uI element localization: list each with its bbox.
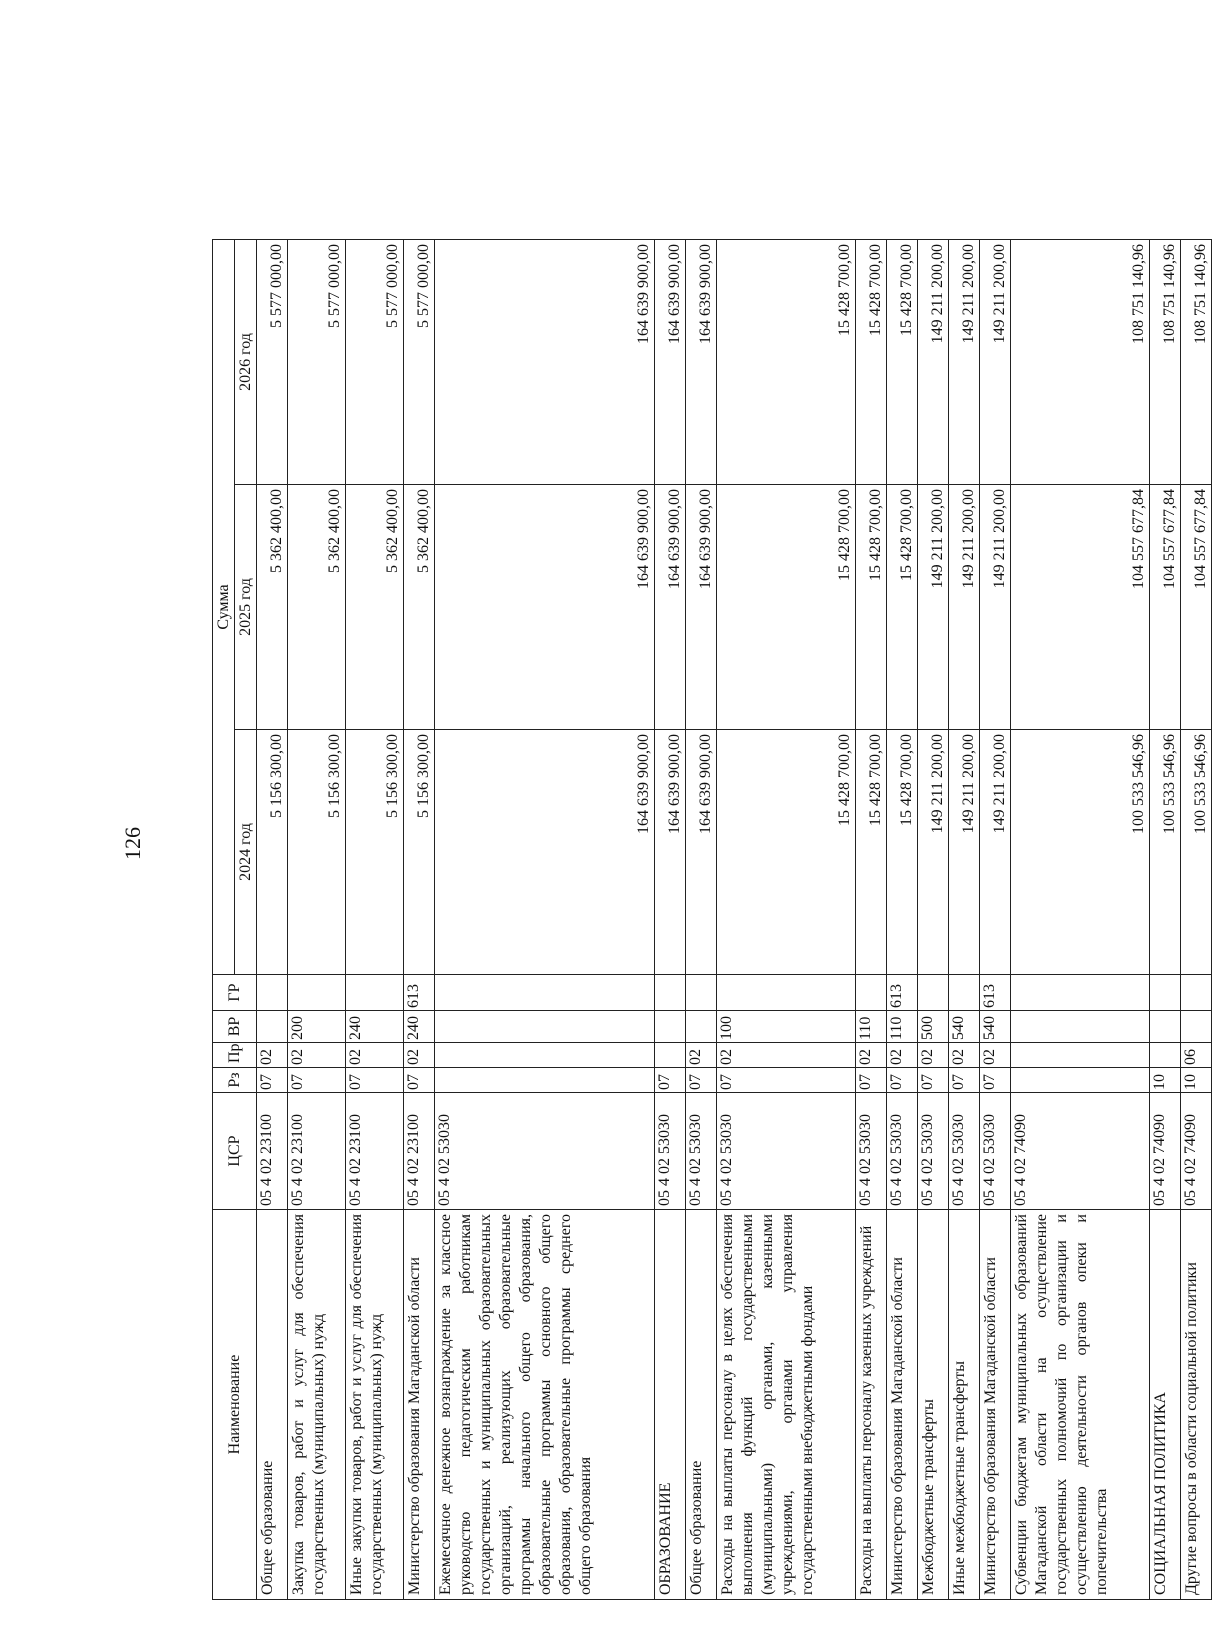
cell-vr: 240 [346,1011,404,1043]
cell-gr [948,975,979,1011]
cell-gr [917,975,948,1011]
cell-amount-2024: 5 156 300,00 [257,730,288,975]
header-csr: ЦСР [213,1093,257,1210]
table-row [257,239,288,1599]
cell-vr [654,1011,685,1043]
cell-amount-2024: 5 156 300,00 [404,730,435,975]
cell-amount-2025: 104 557 677,84 [1010,485,1149,730]
budget-table-sheet [212,240,1212,1600]
cell-amount-2026: 15 428 700,00 [716,239,855,484]
cell-amount-2025: 15 428 700,00 [886,485,917,730]
cell-amount-2026: 5 577 000,00 [288,239,346,484]
cell-amount-2025: 149 211 200,00 [948,485,979,730]
cell-csr: 05 4 02 53030 [435,1093,655,1210]
cell-gr [257,975,288,1011]
cell-amount-2026: 5 577 000,00 [404,239,435,484]
header-name: Наименование [213,1210,257,1600]
cell-gr [346,975,404,1011]
cell-vr [685,1011,716,1043]
cell-vr [435,1011,655,1043]
cell-amount-2024: 100 533 546,96 [1010,730,1149,975]
cell-amount-2026: 164 639 900,00 [685,239,716,484]
cell-amount-2024: 149 211 200,00 [979,730,1010,975]
cell-vr: 100 [716,1011,855,1043]
table-row [435,239,655,1599]
cell-amount-2025: 164 639 900,00 [435,485,655,730]
cell-name: Расходы на выплаты персоналу казенных учреждений [855,1210,886,1600]
cell-amount-2026: 15 428 700,00 [855,239,886,484]
cell-amount-2024: 149 211 200,00 [948,730,979,975]
cell-amount-2025: 164 639 900,00 [654,485,685,730]
cell-amount-2025: 5 362 400,00 [257,485,288,730]
cell-amount-2024: 164 639 900,00 [654,730,685,975]
cell-rz: 10 [1149,1068,1180,1093]
cell-pr: 02 [886,1043,917,1068]
cell-csr: 05 4 02 74090 [1180,1093,1211,1210]
budget-table [212,239,1212,1600]
cell-pr [1149,1043,1180,1068]
cell-gr [654,975,685,1011]
cell-rz: 07 [855,1068,886,1093]
cell-vr: 110 [886,1011,917,1043]
cell-csr: 05 4 02 23100 [346,1093,404,1210]
cell-name: Другие вопросы в области социальной политики [1180,1210,1211,1600]
cell-gr [435,975,655,1011]
cell-vr: 540 [979,1011,1010,1043]
cell-amount-2025: 149 211 200,00 [917,485,948,730]
cell-amount-2024: 5 156 300,00 [346,730,404,975]
cell-amount-2025: 149 211 200,00 [979,485,1010,730]
cell-amount-2024: 100 533 546,96 [1149,730,1180,975]
cell-amount-2025: 104 557 677,84 [1180,485,1211,730]
cell-amount-2024: 149 211 200,00 [917,730,948,975]
cell-pr: 02 [716,1043,855,1068]
cell-rz: 10 [1180,1068,1211,1093]
cell-name: Общее образование [685,1210,716,1600]
cell-pr [435,1043,655,1068]
cell-amount-2025: 15 428 700,00 [716,485,855,730]
header-year-2025: 2025 год [235,485,257,730]
cell-gr [288,975,346,1011]
cell-pr: 02 [288,1043,346,1068]
cell-rz [435,1068,655,1093]
cell-name: Министерство образования Магаданской области [979,1210,1010,1600]
cell-vr: 110 [855,1011,886,1043]
table-row [948,239,979,1599]
cell-pr: 02 [917,1043,948,1068]
cell-pr: 06 [1180,1043,1211,1068]
cell-amount-2026: 164 639 900,00 [654,239,685,484]
cell-csr: 05 4 02 74090 [1010,1093,1149,1210]
cell-csr: 05 4 02 53030 [855,1093,886,1210]
cell-name: СОЦИАЛЬНАЯ ПОЛИТИКА [1149,1210,1180,1600]
table-header [213,239,257,1599]
cell-rz: 07 [685,1068,716,1093]
header-year-2024: 2024 год [235,730,257,975]
cell-amount-2026: 5 577 000,00 [257,239,288,484]
cell-name: Иные межбюджетные трансферты [948,1210,979,1600]
cell-gr [1180,975,1211,1011]
cell-name: Межбюджетные трансферты [917,1210,948,1600]
cell-vr: 200 [288,1011,346,1043]
header-gr: ГР [213,975,257,1011]
cell-rz: 07 [346,1068,404,1093]
cell-pr: 02 [257,1043,288,1068]
cell-gr: 613 [979,975,1010,1011]
cell-amount-2024: 15 428 700,00 [716,730,855,975]
cell-rz: 07 [288,1068,346,1093]
cell-amount-2025: 5 362 400,00 [288,485,346,730]
table-row [1180,239,1211,1599]
cell-pr: 02 [346,1043,404,1068]
cell-gr [1010,975,1149,1011]
cell-vr [1149,1011,1180,1043]
cell-pr [1010,1043,1149,1068]
cell-amount-2024: 164 639 900,00 [685,730,716,975]
cell-name: Министерство образования Магаданской области [886,1210,917,1600]
cell-csr: 05 4 02 53030 [948,1093,979,1210]
table-row [288,239,346,1599]
cell-name: Ежемесячное денежное вознаграждение за классное руководство педагогическим работникам государственных и муниципальных образовательных организаций, реализующих образовательные программы начального общего образования, образовательные программы основного общего образования, образовательные программы среднего общего образования [435,1210,655,1600]
cell-csr: 05 4 02 53030 [886,1093,917,1210]
cell-amount-2025: 15 428 700,00 [855,485,886,730]
cell-csr: 05 4 02 23100 [288,1093,346,1210]
cell-name: Министерство образования Магаданской области [404,1210,435,1600]
header-rz: Рз [213,1068,257,1093]
cell-name: Субвенции бюджетам муниципальных образований Магаданской области на осуществление государственных полномочий по организации и осуществлению деятельности органов опеки и попечительства [1010,1210,1149,1600]
table-row [917,239,948,1599]
cell-gr [855,975,886,1011]
table-row [855,239,886,1599]
cell-pr: 02 [404,1043,435,1068]
cell-vr [1010,1011,1149,1043]
cell-name: Иные закупки товаров, работ и услуг для обеспечения государственных (муниципальных) нужд [346,1210,404,1600]
cell-csr: 05 4 02 23100 [257,1093,288,1210]
cell-amount-2024: 15 428 700,00 [855,730,886,975]
page-number: 126 [120,827,145,860]
cell-csr: 05 4 02 53030 [716,1093,855,1210]
cell-name: Закупка товаров, работ и услуг для обеспечения государственных (муниципальных) нужд [288,1210,346,1600]
cell-rz: 07 [257,1068,288,1093]
cell-amount-2024: 100 533 546,96 [1180,730,1211,975]
cell-gr [716,975,855,1011]
cell-csr: 05 4 02 74090 [1149,1093,1180,1210]
cell-rz: 07 [716,1068,855,1093]
cell-amount-2026: 108 751 140,96 [1180,239,1211,484]
cell-name: ОБРАЗОВАНИЕ [654,1210,685,1600]
cell-amount-2026: 108 751 140,96 [1010,239,1149,484]
cell-amount-2026: 5 577 000,00 [346,239,404,484]
cell-vr: 540 [948,1011,979,1043]
cell-csr: 05 4 02 53030 [917,1093,948,1210]
header-sum: Сумма [213,239,235,974]
cell-rz: 07 [886,1068,917,1093]
table-row [979,239,1010,1599]
table-row [1149,239,1180,1599]
cell-gr [1149,975,1180,1011]
cell-gr [685,975,716,1011]
cell-pr: 02 [948,1043,979,1068]
cell-gr: 613 [886,975,917,1011]
table-row [716,239,855,1599]
cell-amount-2024: 164 639 900,00 [435,730,655,975]
cell-vr: 240 [404,1011,435,1043]
cell-amount-2025: 5 362 400,00 [404,485,435,730]
cell-csr: 05 4 02 23100 [404,1093,435,1210]
cell-csr: 05 4 02 53030 [685,1093,716,1210]
cell-amount-2024: 5 156 300,00 [288,730,346,975]
cell-amount-2026: 149 211 200,00 [979,239,1010,484]
cell-vr [257,1011,288,1043]
cell-amount-2024: 15 428 700,00 [886,730,917,975]
table-row [346,239,404,1599]
header-vr: ВР [213,1011,257,1043]
header-pr: Пр [213,1043,257,1068]
cell-pr: 02 [685,1043,716,1068]
cell-amount-2026: 149 211 200,00 [917,239,948,484]
table-row [886,239,917,1599]
cell-rz: 07 [404,1068,435,1093]
table-row [1010,239,1149,1599]
cell-rz: 07 [948,1068,979,1093]
table-row [404,239,435,1599]
cell-pr: 02 [855,1043,886,1068]
cell-csr: 05 4 02 53030 [979,1093,1010,1210]
header-year-2026: 2026 год [235,239,257,484]
table-row [685,239,716,1599]
cell-vr [1180,1011,1211,1043]
cell-amount-2025: 5 362 400,00 [346,485,404,730]
cell-rz: 07 [654,1068,685,1093]
cell-rz [1010,1068,1149,1093]
cell-amount-2026: 15 428 700,00 [886,239,917,484]
cell-rz: 07 [979,1068,1010,1093]
cell-amount-2026: 149 211 200,00 [948,239,979,484]
cell-pr [654,1043,685,1068]
cell-pr: 02 [979,1043,1010,1068]
cell-name: Расходы на выплаты персоналу в целях обеспечения выполнения функций государственными (муниципальными) органами, казенными учреждениями, органами управления государственными внебюджетными фондами [716,1210,855,1600]
cell-rz: 07 [917,1068,948,1093]
table-row [654,239,685,1599]
cell-gr: 613 [404,975,435,1011]
cell-amount-2025: 164 639 900,00 [685,485,716,730]
cell-csr: 05 4 02 53030 [654,1093,685,1210]
cell-amount-2025: 104 557 677,84 [1149,485,1180,730]
cell-amount-2026: 164 639 900,00 [435,239,655,484]
cell-name: Общее образование [257,1210,288,1600]
table-body [257,239,1212,1599]
cell-amount-2026: 108 751 140,96 [1149,239,1180,484]
cell-vr: 500 [917,1011,948,1043]
